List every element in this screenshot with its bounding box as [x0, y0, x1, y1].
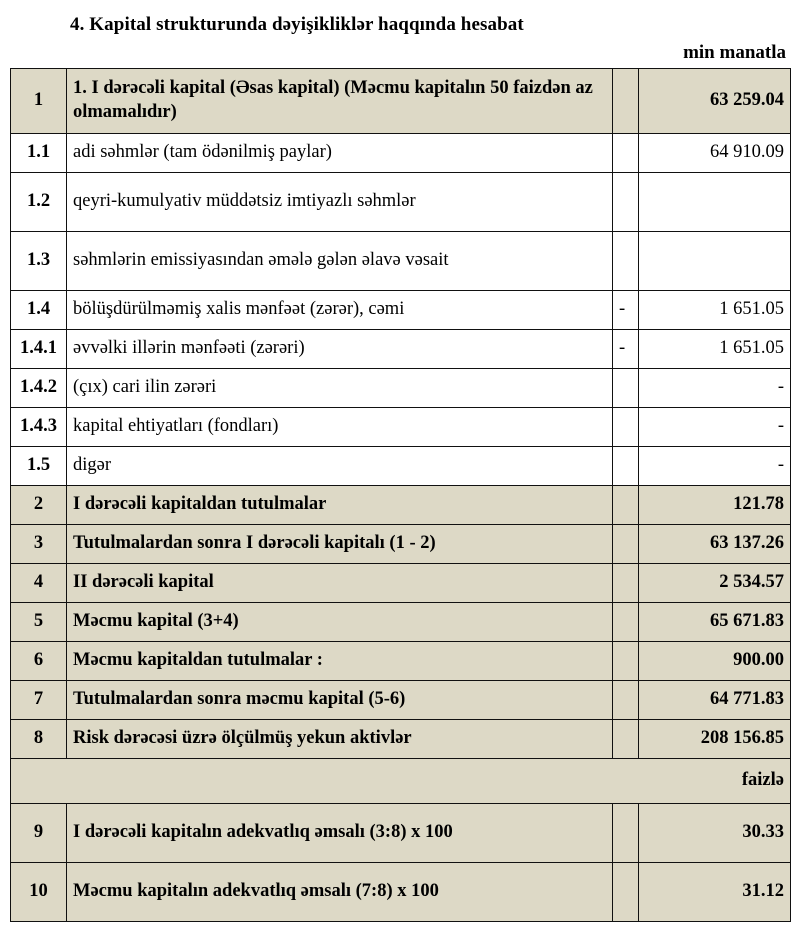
- row-number: 5: [11, 603, 67, 642]
- row-number: 1.3: [11, 232, 67, 291]
- row-value: 1 651.05: [639, 330, 791, 369]
- row-description: əvvəlki illərin mənfəəti (zərəri): [67, 330, 613, 369]
- row-sign: [613, 369, 639, 408]
- unit-label: min manatla: [683, 42, 786, 63]
- row-value: 31.12: [639, 863, 791, 922]
- table-row: [11, 804, 791, 863]
- row-sign: [613, 447, 639, 486]
- table-row: [11, 863, 791, 922]
- row-number: 6: [11, 642, 67, 681]
- row-description: I dərəcəli kapitaldan tutulmalar: [67, 486, 613, 525]
- capital-structure-table: [10, 68, 791, 922]
- row-number: 1.4.2: [11, 369, 67, 408]
- row-number: 1: [11, 69, 67, 134]
- row-value: 208 156.85: [639, 720, 791, 759]
- row-number: 2: [11, 486, 67, 525]
- row-description: Risk dərəcəsi üzrə ölçülmüş yekun aktivlər: [67, 720, 613, 759]
- table-row: [11, 408, 791, 447]
- row-description: 1. I dərəcəli kapital (Əsas kapital) (Məcmu kapitalın 50 faizdən az olmamalıdır): [67, 69, 613, 134]
- table-row: [11, 69, 791, 134]
- table-row: [11, 173, 791, 232]
- table-row: [11, 369, 791, 408]
- table-row: [11, 447, 791, 486]
- row-description: Məcmu kapitalın adekvatlıq əmsalı (7:8) x 100: [67, 863, 613, 922]
- row-sign: [613, 232, 639, 291]
- table-row: [11, 291, 791, 330]
- table-row: [11, 486, 791, 525]
- row-sign: [613, 173, 639, 232]
- faiz-label: faizlə: [11, 759, 791, 804]
- table-row: [11, 134, 791, 173]
- table-row: [11, 720, 791, 759]
- row-description: kapital ehtiyatları (fondları): [67, 408, 613, 447]
- row-sign: [613, 720, 639, 759]
- table-row: [11, 564, 791, 603]
- row-number: 1.5: [11, 447, 67, 486]
- row-value: [639, 232, 791, 291]
- row-sign: [613, 134, 639, 173]
- row-value: 64 910.09: [639, 134, 791, 173]
- table-row: [11, 525, 791, 564]
- row-number: 3: [11, 525, 67, 564]
- row-value: -: [639, 447, 791, 486]
- row-number: 8: [11, 720, 67, 759]
- row-number: 1.1: [11, 134, 67, 173]
- row-sign: [613, 642, 639, 681]
- table-row: [11, 232, 791, 291]
- row-description: (çıx) cari ilin zərəri: [67, 369, 613, 408]
- row-value: 2 534.57: [639, 564, 791, 603]
- row-sign: [613, 408, 639, 447]
- row-value: 1 651.05: [639, 291, 791, 330]
- row-description: Məcmu kapitaldan tutulmalar :: [67, 642, 613, 681]
- row-value: 900.00: [639, 642, 791, 681]
- row-value: [639, 173, 791, 232]
- row-number: 10: [11, 863, 67, 922]
- row-number: 4: [11, 564, 67, 603]
- table-row: [11, 681, 791, 720]
- table-body: [11, 69, 791, 922]
- row-sign: [613, 564, 639, 603]
- row-number: 7: [11, 681, 67, 720]
- table-row: [11, 330, 791, 369]
- row-number: 1.2: [11, 173, 67, 232]
- row-value: 63 259.04: [639, 69, 791, 134]
- row-value: -: [639, 408, 791, 447]
- row-value: 65 671.83: [639, 603, 791, 642]
- row-sign: [613, 525, 639, 564]
- row-sign: [613, 486, 639, 525]
- page-title: 4. Kapital strukturunda dəyişikliklər haqqında hesabat: [70, 14, 524, 35]
- row-sign: [613, 603, 639, 642]
- row-description: Tutulmalardan sonra I dərəcəli kapitalı (1 - 2): [67, 525, 613, 564]
- row-sign: -: [613, 291, 639, 330]
- row-value: 121.78: [639, 486, 791, 525]
- row-description: I dərəcəli kapitalın adekvatlıq əmsalı (3:8) x 100: [67, 804, 613, 863]
- row-value: 64 771.83: [639, 681, 791, 720]
- row-sign: [613, 804, 639, 863]
- row-description: səhmlərin emissiyasından əmələ gələn əlavə vəsait: [67, 232, 613, 291]
- row-description: adi səhmlər (tam ödənilmiş paylar): [67, 134, 613, 173]
- row-sign: -: [613, 330, 639, 369]
- row-sign: [613, 681, 639, 720]
- table-row: [11, 603, 791, 642]
- row-description: digər: [67, 447, 613, 486]
- table-row: [11, 642, 791, 681]
- unit-separator-row: [11, 759, 791, 804]
- row-sign: [613, 863, 639, 922]
- row-description: Məcmu kapital (3+4): [67, 603, 613, 642]
- row-description: Tutulmalardan sonra məcmu kapital (5-6): [67, 681, 613, 720]
- row-description: bölüşdürülməmiş xalis mənfəət (zərər), cəmi: [67, 291, 613, 330]
- row-value: -: [639, 369, 791, 408]
- row-sign: [613, 69, 639, 134]
- row-number: 1.4.3: [11, 408, 67, 447]
- row-description: II dərəcəli kapital: [67, 564, 613, 603]
- row-number: 1.4.1: [11, 330, 67, 369]
- row-value: 30.33: [639, 804, 791, 863]
- row-number: 9: [11, 804, 67, 863]
- row-description: qeyri-kumulyativ müddətsiz imtiyazlı səhmlər: [67, 173, 613, 232]
- row-value: 63 137.26: [639, 525, 791, 564]
- row-number: 1.4: [11, 291, 67, 330]
